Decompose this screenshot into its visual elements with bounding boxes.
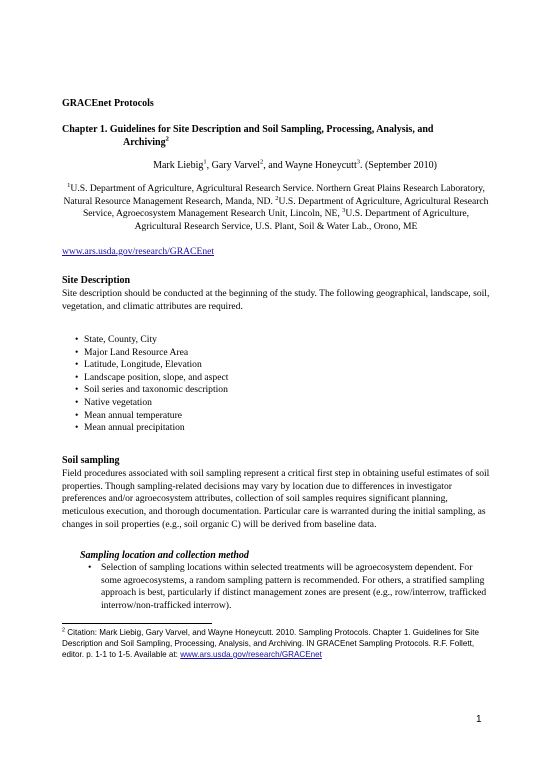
- sampling-location-subheading: Sampling location and collection method: [80, 550, 249, 561]
- list-item: [62, 359, 490, 372]
- chapter-title-line2: [62, 137, 490, 150]
- chapter-footnote-ref[interactable]: 2: [165, 135, 169, 143]
- site-attribute-list: [62, 334, 490, 435]
- author-3: Wayne Honeycutt: [285, 160, 357, 171]
- footnote: [62, 627, 490, 660]
- affiliation-2: U.S. Department of Agriculture, Agricultural Research Service, Agroecosystem Management Research Unit, Lincoln, NE,: [82, 195, 489, 220]
- bullet-icon: •: [75, 422, 79, 434]
- footnote-marker: 2: [62, 627, 66, 634]
- chapter-title-line2-text: Archiving: [123, 136, 166, 148]
- bullet-icon: •: [75, 371, 79, 383]
- affiliation-2-sup: 2: [275, 194, 279, 202]
- author-sep-2: , and: [263, 160, 286, 171]
- gracenet-link[interactable]: www.ars.usda.gov/research/GRACEnet: [62, 246, 215, 257]
- affiliation-3-sup: 3: [342, 207, 346, 214]
- soil-sampling-heading: Soil sampling: [62, 455, 120, 466]
- author-3-sup: 3: [356, 158, 360, 166]
- page-number: 1: [476, 714, 482, 725]
- affiliation-3: U.S. Department of Agriculture, Agricultural Research Service, U.S. Plant, Soil & Water Lab., Orono, ME: [134, 208, 470, 232]
- affiliation-1: U.S. Department of Agriculture, Agricultural Research Service. Northern Great Plains Research Laboratory, Natural Resource Management Research, Manda, ND.: [63, 183, 485, 207]
- author-line: [62, 160, 490, 172]
- list-item-text: State, County, City: [84, 334, 157, 345]
- affiliations: [62, 183, 490, 233]
- list-item: [62, 334, 490, 347]
- list-item-text: Soil series and taxonomic description: [84, 384, 228, 396]
- list-item: [80, 562, 490, 613]
- chapter-title-line1: Chapter 1. Guidelines for Site Description and Soil Sampling, Processing, Analysis, and: [62, 124, 434, 135]
- author-1: Mark Liebig: [153, 160, 204, 171]
- list-item: [62, 410, 490, 423]
- list-item-text: Mean annual temperature: [84, 409, 183, 421]
- author-2: Gary Varvel: [211, 160, 261, 171]
- footnote-link[interactable]: www.ars.usda.gov/research/GRACEnet: [180, 650, 322, 659]
- affiliation-1-sup: 1: [67, 181, 71, 189]
- bullet-icon: •: [88, 562, 92, 573]
- bullet-icon: •: [75, 396, 79, 408]
- list-item: [62, 397, 490, 410]
- list-item-text: Mean annual precipitation: [84, 422, 185, 434]
- list-item-text: Landscape position, slope, and aspect: [84, 371, 229, 383]
- bullet-icon: •: [75, 346, 79, 358]
- list-item: [62, 384, 490, 397]
- publication-date: . (September 2010): [359, 160, 437, 171]
- list-item-text: Major Land Resource Area: [84, 346, 189, 358]
- list-item: [62, 347, 490, 360]
- list-item: [62, 422, 490, 435]
- site-description-text: Site description should be conducted at the beginning of the study. The following geographical, landscape, soil, vegetation, and climatic attributes are required.: [62, 288, 490, 312]
- footnote-text: Citation: Mark Liebig, Gary Varvel, and Wayne Honeycutt. 2010. Sampling Protocols. Chapter 1. Guidelines for Site Description and Soil Sampling, Processing, Analysis, and Archiving. IN GRACEnet Sampling Protocols. R.F. Follett, editor. p. 1-1 to 1-5. Available at:: [62, 628, 479, 659]
- bullet-icon: •: [75, 409, 79, 421]
- sampling-location-list: [80, 562, 490, 613]
- bullet-icon: •: [75, 384, 79, 396]
- list-item-text: Native vegetation: [84, 396, 152, 408]
- list-item-text: Latitude, Longitude, Elevation: [84, 359, 202, 371]
- soil-sampling-text: Field procedures associated with soil sampling represent a critical first step in obtaining useful estimates of soil properties. Though sampling-related decisions may vary by location due to differences in investigator preferences and/or agroecosystem attributes, collection of soil samples requires significant planning, meticulous execution, and thorough documentation. Particular care is warranted during the initial sampling, as changes in soil properties (e.g., soil organic C) will be derived from baseline data.: [62, 468, 490, 530]
- list-item-text: Selection of sampling locations within selected treatments will be agroecosystem dependent. For some agroecosystems, a random sampling pattern is recommended. For others, a stratified sampling approach is best, particularly if distinct management zones are present (e.g., row/interrow, trafficked interrow/non-trafficked interrow).: [101, 562, 487, 612]
- series-title: GRACEnet Protocols: [62, 98, 154, 109]
- author-2-sup: 2: [260, 158, 264, 166]
- author-sep-1: ,: [206, 160, 212, 171]
- bullet-icon: •: [75, 334, 79, 345]
- author-1-sup: 1: [203, 158, 207, 166]
- site-description-heading: Site Description: [62, 275, 131, 286]
- chapter-title: [62, 124, 490, 149]
- bullet-icon: •: [75, 359, 79, 371]
- list-item: [62, 372, 490, 385]
- footnote-divider: [62, 623, 212, 624]
